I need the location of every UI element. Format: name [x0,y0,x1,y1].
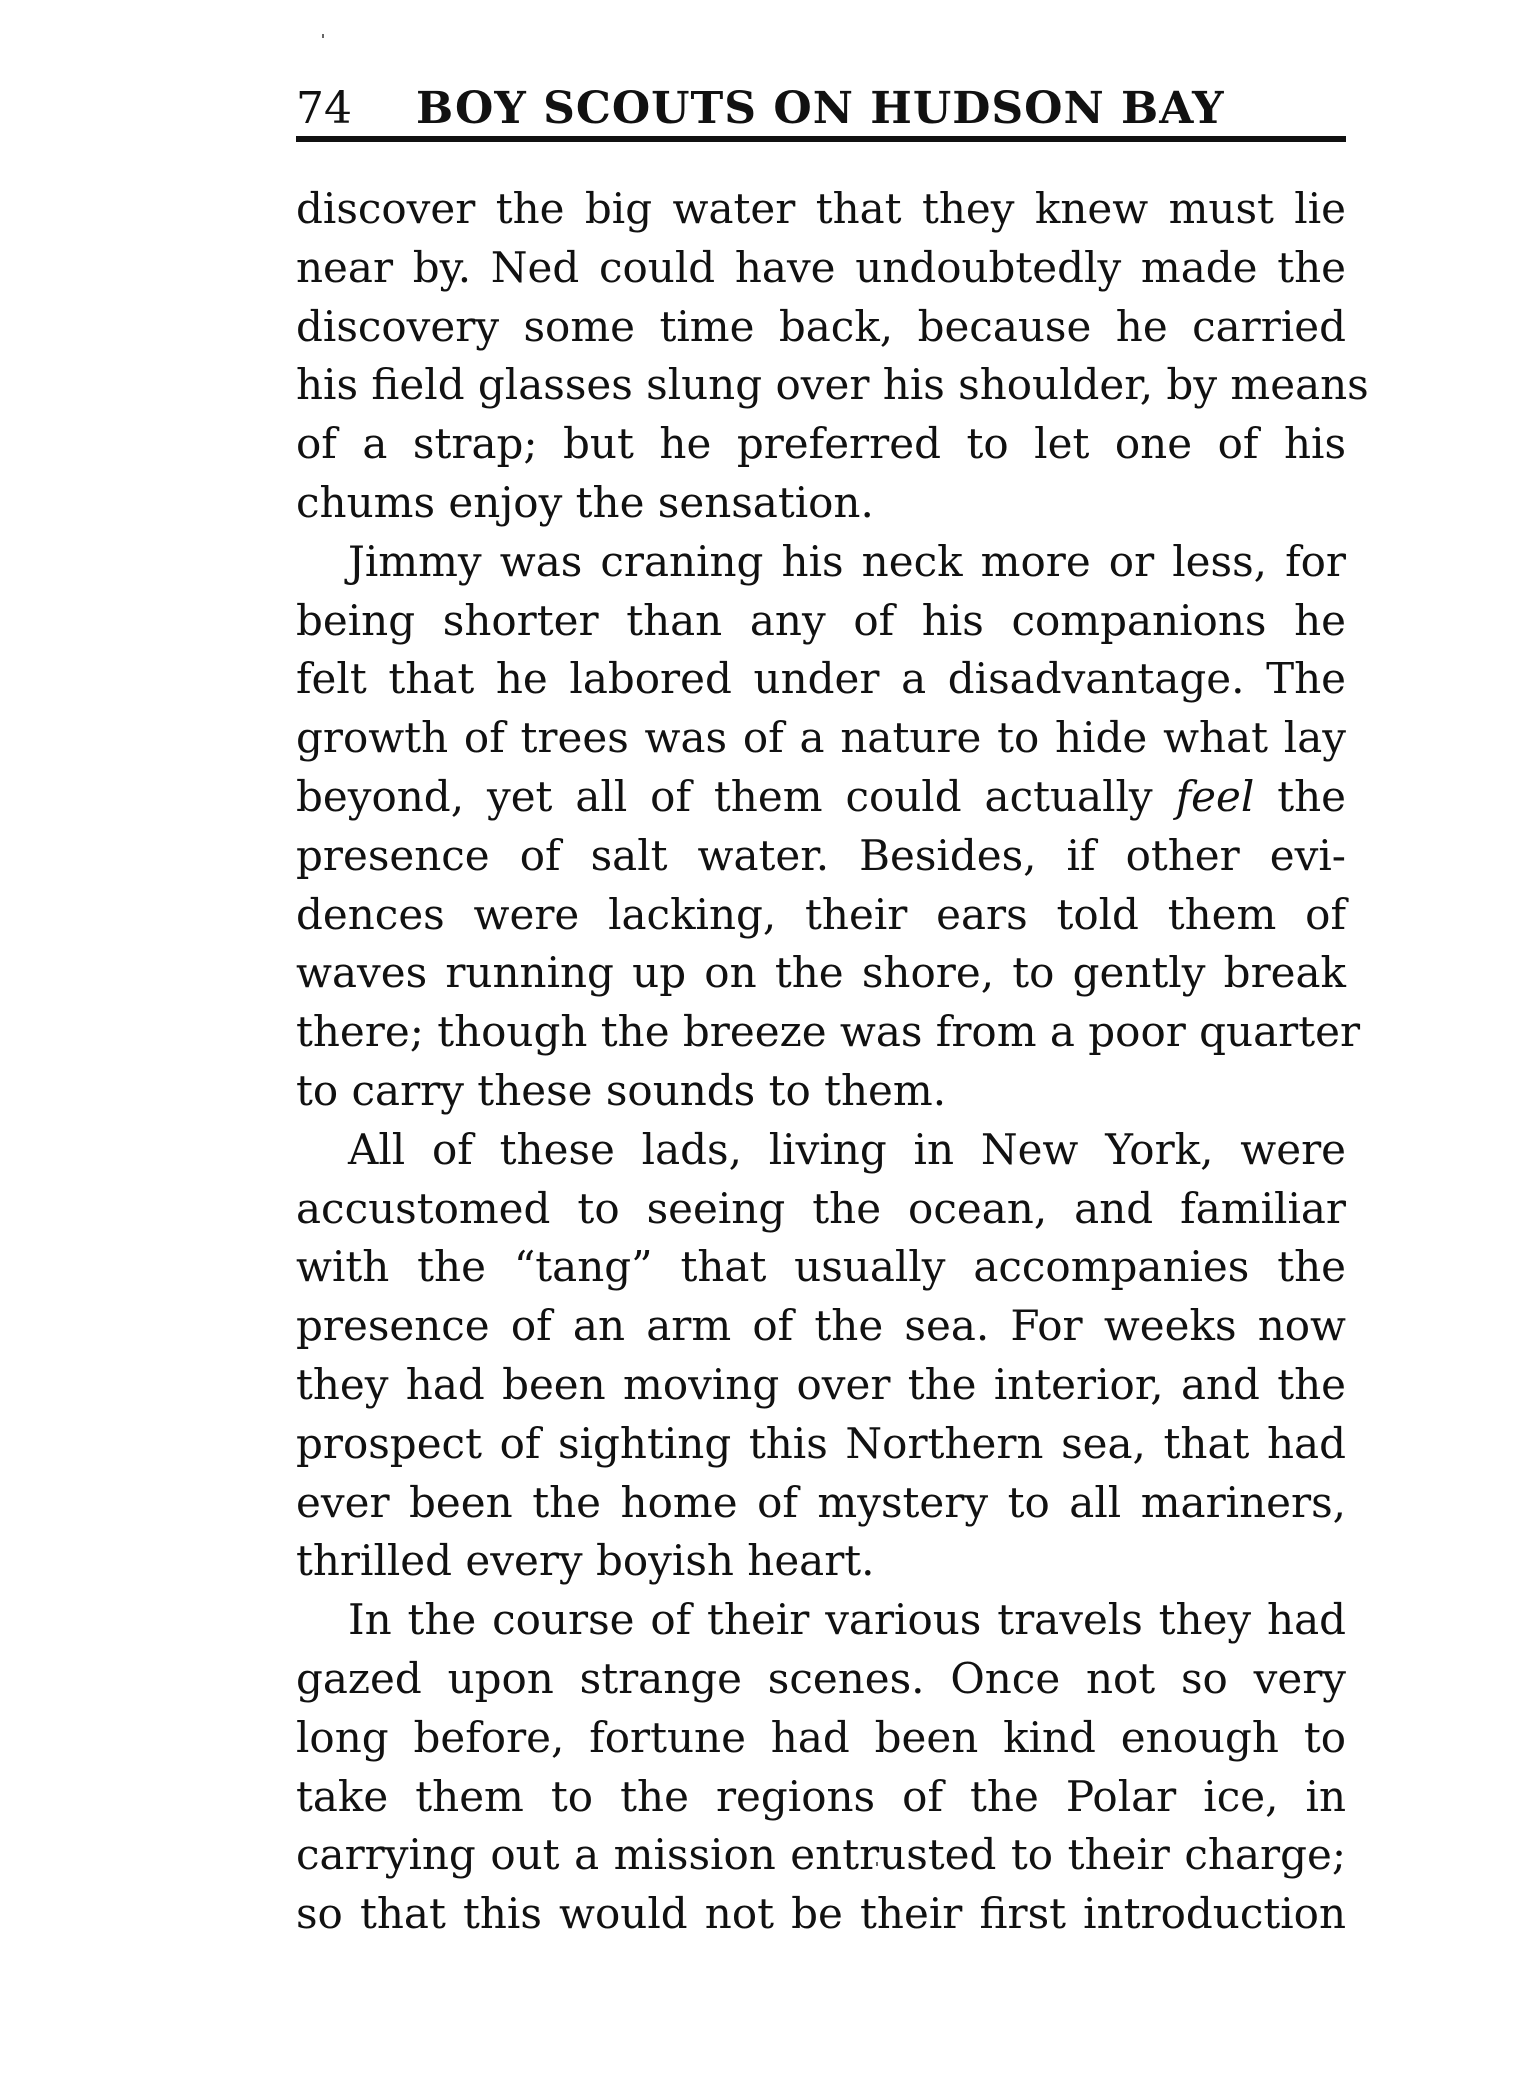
text-line: being shorter than any of his companions he [296,595,1346,645]
text-line: Jimmy was craning his neck more or less, for [348,536,1346,586]
text-line: take them to the regions of the Polar ice, in [296,1771,1346,1821]
text-segment: the [1254,771,1346,821]
text-line: carrying out a mission entrusted to their charge; [296,1830,1346,1880]
paragraph [296,1591,1346,1944]
text-line: with the “tang” that usually accompanies the [296,1242,1346,1292]
page-number: 74 [296,83,352,134]
text-line: waves running up on the shore, to gently break [296,948,1346,998]
scan-speck [322,34,324,38]
page-header [296,78,1346,140]
text-line: of a strap; but he preferred to let one of his [296,419,1346,469]
text-line: they had been moving over the interior, and the [296,1359,1346,1409]
text-line: presence of an arm of the sea. For weeks now [296,1301,1346,1351]
paragraph [296,180,1369,533]
text-line: accustomed to seeing the ocean, and familiar [296,1183,1346,1233]
text-line: there; though the breeze was from a poor quarter [296,1007,1361,1057]
text-line: thrilled every boyish heart. [296,1536,875,1586]
text-line: discovery some time back, because he carried [296,301,1346,351]
text-line: growth of trees was of a nature to hide what lay [296,713,1346,763]
text-line: discover the big water that they knew must lie [296,184,1346,233]
text-line: prospect of sighting this Northern sea, that had [296,1418,1346,1468]
text-line: In the course of their various travels they had [348,1595,1346,1645]
text-line: ever been the home of mystery to all mariners, [296,1477,1346,1527]
text-line [296,768,1346,827]
text-line: gazed upon strange scenes. Once not so very [296,1653,1346,1703]
text-line: so that this would not be their first introduction [296,1889,1346,1939]
paragraph [296,533,1361,1121]
text-line: dences were lacking, their ears told them of [296,889,1346,939]
text-line: presence of salt water. Besides, if other evi- [296,830,1346,880]
header-rule [296,136,1346,142]
paragraph [296,1121,1346,1591]
text-line: near by. Ned could have undoubtedly made the [296,242,1346,292]
text-line: long before, fortune had been kind enough to [296,1712,1346,1762]
body-text [296,180,1369,1944]
text-segment: beyond, yet all of them could actually [296,771,1176,821]
text-line: All of these lads, living in New York, were [348,1124,1346,1174]
italic-word: feel [1175,771,1255,821]
text-line: felt that he labored under a disadvantage. The [296,654,1346,704]
running-title: BOY SCOUTS ON HUDSON BAY [416,83,1225,134]
text-line: to carry these sounds to them. [296,1065,947,1115]
text-line: chums enjoy the sensation. [296,477,874,527]
text-line: his field glasses slung over his shoulder, by means [296,360,1369,410]
